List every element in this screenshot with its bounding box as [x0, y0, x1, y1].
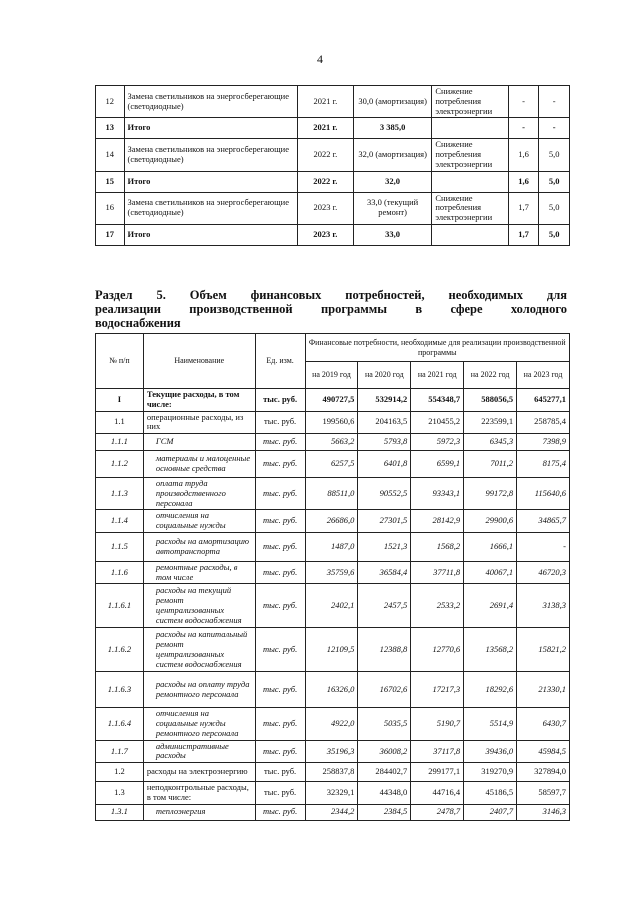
header-year: на 2021 год — [411, 362, 464, 389]
row-unit: тыс. руб. — [255, 763, 305, 782]
row-value: 3138,3 — [517, 584, 570, 628]
row-name: ГСМ — [143, 434, 255, 451]
row-value: 7398,9 — [517, 434, 570, 451]
table-row — [96, 628, 570, 672]
row-value: 204163,5 — [358, 411, 411, 434]
row-value: 15821,2 — [517, 628, 570, 672]
table-row — [96, 451, 570, 478]
table-row — [96, 532, 570, 561]
table-row — [96, 804, 570, 820]
row-value: 6430,7 — [517, 708, 570, 740]
row-value: 58597,7 — [517, 782, 570, 805]
row-unit: тыс. руб. — [255, 411, 305, 434]
row-number: 1.3.1 — [96, 804, 144, 820]
row-value-1: - — [508, 86, 539, 118]
row-name: теплоэнергия — [143, 804, 255, 820]
row-value: 45984,5 — [517, 740, 570, 763]
row-value: 319270,9 — [464, 763, 517, 782]
table-row — [96, 561, 570, 584]
row-value: 327894,0 — [517, 763, 570, 782]
row-number: 1.3 — [96, 782, 144, 805]
row-value-2: - — [539, 86, 570, 118]
row-unit: тыс. руб. — [255, 740, 305, 763]
row-value: 16702,6 — [358, 672, 411, 708]
row-value: 2384,5 — [358, 804, 411, 820]
header-unit: Ед. изм. — [255, 334, 305, 389]
row-value: - — [517, 532, 570, 561]
row-year: 2021 г. — [297, 118, 353, 139]
row-value: 7011,2 — [464, 451, 517, 478]
row-name: материалы и малоценные основные средства — [143, 451, 255, 478]
row-value-1: 1,6 — [508, 171, 539, 192]
row-value: 258837,8 — [305, 763, 358, 782]
row-year: 2023 г. — [297, 192, 353, 224]
row-unit: тыс. руб. — [255, 434, 305, 451]
row-number: 1.1.7 — [96, 740, 144, 763]
row-value: 36008,2 — [358, 740, 411, 763]
row-unit: тыс. руб. — [255, 510, 305, 533]
table-row — [96, 224, 570, 245]
row-name: Итого — [124, 224, 297, 245]
row-value: 37117,8 — [411, 740, 464, 763]
row-amount: 33,0 (текущий ремонт) — [353, 192, 431, 224]
row-value: 21330,1 — [517, 672, 570, 708]
table-row — [96, 118, 570, 139]
row-name: расходы на амортизацию автотранспорта — [143, 532, 255, 561]
row-value: 1666,1 — [464, 532, 517, 561]
table-row — [96, 763, 570, 782]
table-row — [96, 171, 570, 192]
row-unit: тыс. руб. — [255, 389, 305, 412]
row-value: 2691,4 — [464, 584, 517, 628]
row-value: 5190,7 — [411, 708, 464, 740]
header-no: № п/п — [96, 334, 144, 389]
row-number: 1.1.2 — [96, 451, 144, 478]
row-name: Замена светильников на энергосберегающие (светодиодные) — [124, 139, 297, 171]
row-value: 115640,6 — [517, 478, 570, 510]
row-effect — [432, 118, 508, 139]
table-row — [96, 708, 570, 740]
row-value: 5663,2 — [305, 434, 358, 451]
row-amount: 32,0 — [353, 171, 431, 192]
row-value: 532914,2 — [358, 389, 411, 412]
row-value: 284402,7 — [358, 763, 411, 782]
row-value: 99172,8 — [464, 478, 517, 510]
row-amount: 3 385,0 — [353, 118, 431, 139]
row-name: неподконтрольные расходы, в том числе: — [143, 782, 255, 805]
row-value: 258785,4 — [517, 411, 570, 434]
row-unit: тыс. руб. — [255, 708, 305, 740]
row-amount: 33,0 — [353, 224, 431, 245]
row-value: 90552,5 — [358, 478, 411, 510]
row-number: 1.1.4 — [96, 510, 144, 533]
row-value: 17217,3 — [411, 672, 464, 708]
row-name: расходы на электроэнергию — [143, 763, 255, 782]
row-number: 17 — [96, 224, 125, 245]
row-unit: тыс. руб. — [255, 782, 305, 805]
table-row — [96, 672, 570, 708]
row-value: 554348,7 — [411, 389, 464, 412]
row-value: 16326,0 — [305, 672, 358, 708]
row-unit: тыс. руб. — [255, 804, 305, 820]
row-name: оплата труда производственного персонала — [143, 478, 255, 510]
header-year: на 2019 год — [305, 362, 358, 389]
row-value-2: 5,0 — [539, 192, 570, 224]
table-row — [96, 86, 570, 118]
row-value: 13568,2 — [464, 628, 517, 672]
row-name: операционные расходы, из них — [143, 411, 255, 434]
row-value-1: 1,7 — [508, 192, 539, 224]
row-value: 44348,0 — [358, 782, 411, 805]
heading-line-1: Раздел 5. Объем финансовых потребностей, необходимых для — [95, 288, 567, 302]
row-value: 6345,3 — [464, 434, 517, 451]
row-value: 32329,1 — [305, 782, 358, 805]
row-name: Итого — [124, 118, 297, 139]
row-value: 39436,0 — [464, 740, 517, 763]
row-value: 4922,0 — [305, 708, 358, 740]
row-unit: тыс. руб. — [255, 672, 305, 708]
row-value: 12388,8 — [358, 628, 411, 672]
heading-line-2: реализации производственной программы в сфере холодного — [95, 302, 567, 316]
row-number: 1.1.6.1 — [96, 584, 144, 628]
table-row — [96, 740, 570, 763]
row-value: 2407,7 — [464, 804, 517, 820]
row-name: отчисления на социальные нужды ремонтного персонала — [143, 708, 255, 740]
row-value: 1568,2 — [411, 532, 464, 561]
row-effect: Снижение потребления электроэнергии — [432, 86, 508, 118]
row-year: 2023 г. — [297, 224, 353, 245]
table-row — [96, 139, 570, 171]
row-value-2: 5,0 — [539, 224, 570, 245]
row-value: 6401,8 — [358, 451, 411, 478]
row-effect — [432, 171, 508, 192]
row-name: административные расходы — [143, 740, 255, 763]
header-year: на 2023 год — [517, 362, 570, 389]
row-value: 37711,8 — [411, 561, 464, 584]
row-value: 210455,2 — [411, 411, 464, 434]
row-name: Замена светильников на энергосберегающие (светодиодные) — [124, 86, 297, 118]
row-number: 1.2 — [96, 763, 144, 782]
row-value: 27301,5 — [358, 510, 411, 533]
row-amount: 32,0 (амортизация) — [353, 139, 431, 171]
row-number: 15 — [96, 171, 125, 192]
row-number: 16 — [96, 192, 125, 224]
measures-table — [95, 85, 570, 246]
row-value: 2457,5 — [358, 584, 411, 628]
row-value: 12109,5 — [305, 628, 358, 672]
row-name: расходы на оплату труда ремонтного персонала — [143, 672, 255, 708]
row-value: 2478,7 — [411, 804, 464, 820]
row-number: 1.1.3 — [96, 478, 144, 510]
table-row — [96, 782, 570, 805]
table-row — [96, 510, 570, 533]
row-number: 1.1.6.3 — [96, 672, 144, 708]
row-value: 45186,5 — [464, 782, 517, 805]
row-value: 8175,4 — [517, 451, 570, 478]
row-value: 36584,4 — [358, 561, 411, 584]
row-name: расходы на капитальный ремонт централизованных систем водоснабжения — [143, 628, 255, 672]
row-value: 1487,0 — [305, 532, 358, 561]
row-number: 1.1.6 — [96, 561, 144, 584]
row-value-2: 5,0 — [539, 139, 570, 171]
row-value-2: 5,0 — [539, 171, 570, 192]
row-value: 93343,1 — [411, 478, 464, 510]
row-value: 28142,9 — [411, 510, 464, 533]
row-value: 5035,5 — [358, 708, 411, 740]
row-value: 6599,1 — [411, 451, 464, 478]
table-row — [96, 584, 570, 628]
row-value: 29900,6 — [464, 510, 517, 533]
row-value-1: 1,6 — [508, 139, 539, 171]
header-group: Финансовые потребности, необходимые для реализации производственной программы — [305, 334, 570, 362]
header-year: на 2022 год — [464, 362, 517, 389]
row-value: 26686,0 — [305, 510, 358, 533]
row-value: 35759,6 — [305, 561, 358, 584]
row-unit: тыс. руб. — [255, 532, 305, 561]
row-effect — [432, 224, 508, 245]
row-unit: тыс. руб. — [255, 451, 305, 478]
row-value: 18292,6 — [464, 672, 517, 708]
row-value: 3146,3 — [517, 804, 570, 820]
row-name: Итого — [124, 171, 297, 192]
row-year: 2022 г. — [297, 171, 353, 192]
heading-line-3: водоснабжения — [95, 316, 181, 330]
row-value: 2402,1 — [305, 584, 358, 628]
row-value-1: 1,7 — [508, 224, 539, 245]
row-value: 2533,2 — [411, 584, 464, 628]
row-value: 6257,5 — [305, 451, 358, 478]
row-value-2: - — [539, 118, 570, 139]
row-value-1: - — [508, 118, 539, 139]
row-value: 88511,0 — [305, 478, 358, 510]
row-value: 35196,3 — [305, 740, 358, 763]
row-unit: тыс. руб. — [255, 561, 305, 584]
header-name: Наименование — [143, 334, 255, 389]
row-value: 490727,5 — [305, 389, 358, 412]
row-value: 46720,3 — [517, 561, 570, 584]
row-number: 14 — [96, 139, 125, 171]
row-year: 2021 г. — [297, 86, 353, 118]
row-number: 1.1.5 — [96, 532, 144, 561]
row-number: 12 — [96, 86, 125, 118]
row-value: 2344,2 — [305, 804, 358, 820]
row-value: 645277,1 — [517, 389, 570, 412]
row-unit: тыс. руб. — [255, 584, 305, 628]
row-effect: Снижение потребления электроэнергии — [432, 192, 508, 224]
row-name: Текущие расходы, в том числе: — [143, 389, 255, 412]
row-number: 1.1 — [96, 411, 144, 434]
table-row — [96, 478, 570, 510]
row-value: 12770,6 — [411, 628, 464, 672]
row-name: отчисления на социальные нужды — [143, 510, 255, 533]
table-row — [96, 411, 570, 434]
table-row — [96, 389, 570, 412]
row-number: 1.1.1 — [96, 434, 144, 451]
header-year: на 2020 год — [358, 362, 411, 389]
row-effect: Снижение потребления электроэнергии — [432, 139, 508, 171]
row-value: 44716,4 — [411, 782, 464, 805]
row-name: расходы на текущий ремонт централизованных систем водоснабжения — [143, 584, 255, 628]
row-value: 199560,6 — [305, 411, 358, 434]
page-number: 4 — [317, 52, 323, 66]
row-value: 299177,1 — [411, 763, 464, 782]
row-value: 1521,3 — [358, 532, 411, 561]
row-number: 1.1.6.2 — [96, 628, 144, 672]
row-value: 223599,1 — [464, 411, 517, 434]
row-number: I — [96, 389, 144, 412]
row-value: 5972,3 — [411, 434, 464, 451]
row-value: 40067,1 — [464, 561, 517, 584]
section-heading — [95, 288, 567, 330]
row-number: 13 — [96, 118, 125, 139]
row-name: ремонтные расходы, в том числе — [143, 561, 255, 584]
row-number: 1.1.6.4 — [96, 708, 144, 740]
table-row — [96, 434, 570, 451]
row-year: 2022 г. — [297, 139, 353, 171]
row-name: Замена светильников на энергосберегающие (светодиодные) — [124, 192, 297, 224]
row-value: 5514,9 — [464, 708, 517, 740]
table-row — [96, 192, 570, 224]
row-value: 588056,5 — [464, 389, 517, 412]
financial-needs-table — [95, 333, 570, 821]
row-value: 34865,7 — [517, 510, 570, 533]
row-unit: тыс. руб. — [255, 628, 305, 672]
row-value: 5793,8 — [358, 434, 411, 451]
row-amount: 30,0 (амортизация) — [353, 86, 431, 118]
row-unit: тыс. руб. — [255, 478, 305, 510]
